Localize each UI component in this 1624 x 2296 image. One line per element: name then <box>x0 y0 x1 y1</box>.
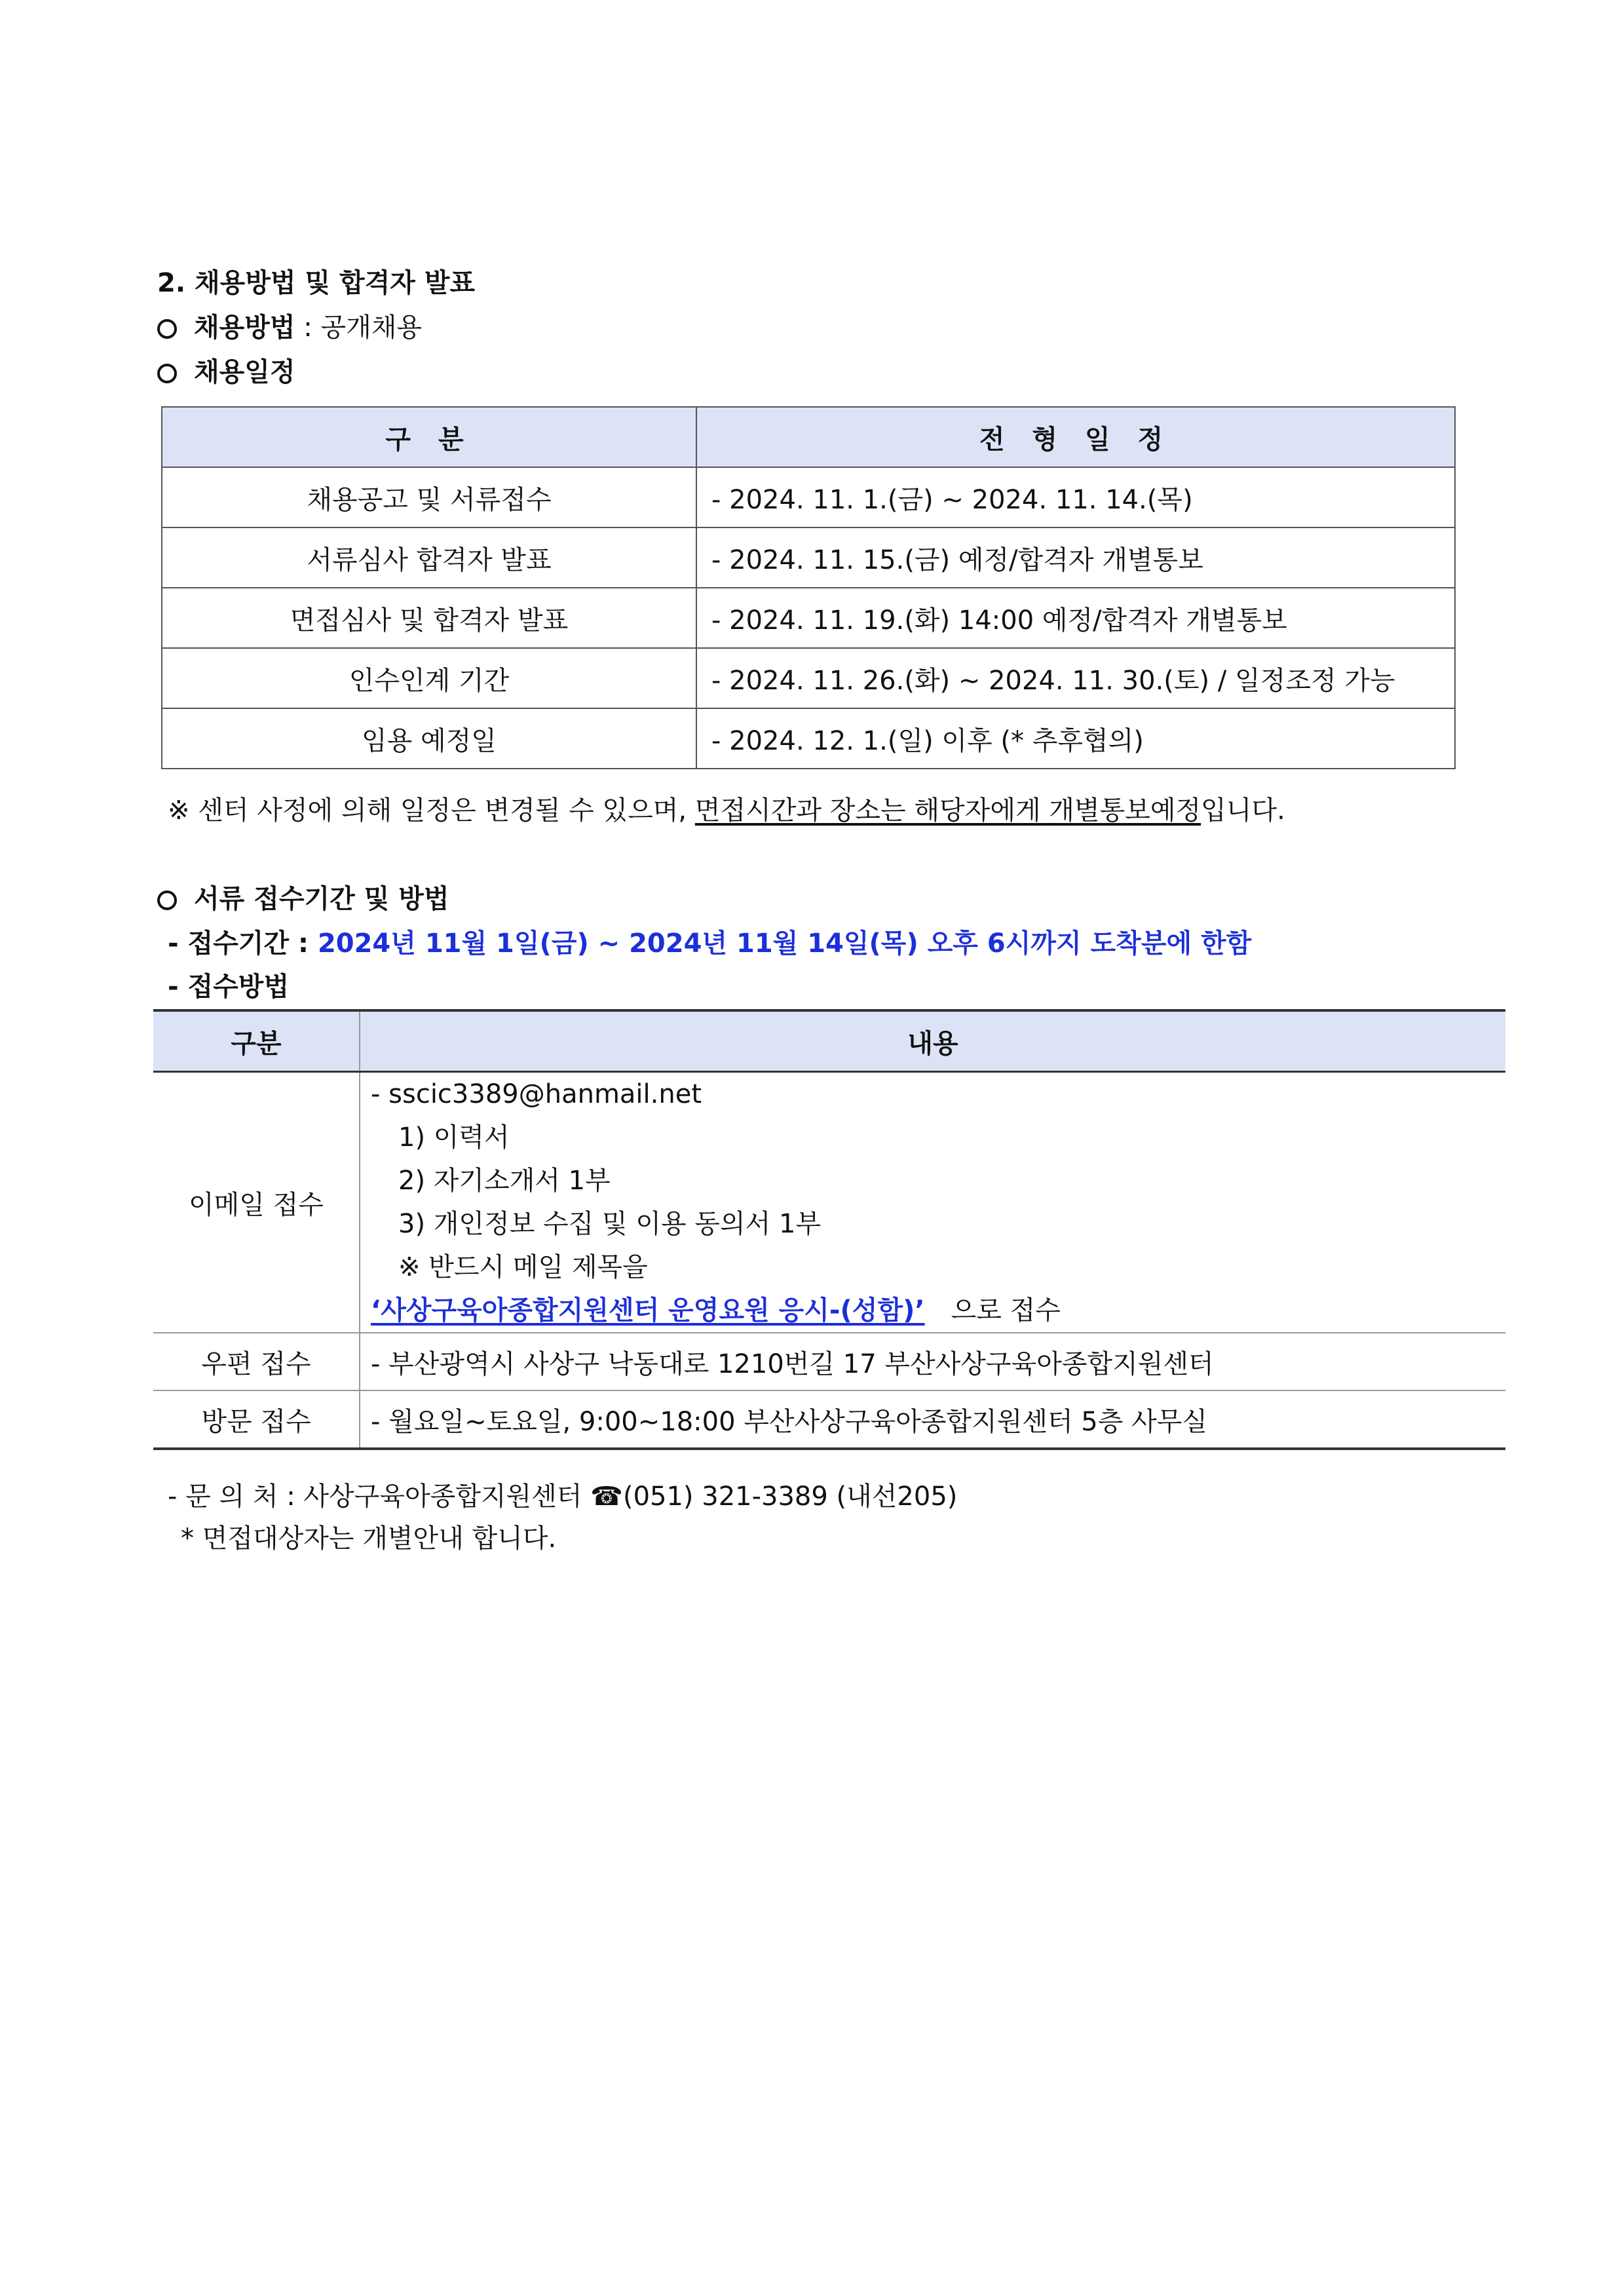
method2-label: - 접수방법 <box>168 972 290 1002</box>
list-item: ※ 반드시 메일 제목을 <box>398 1252 648 1282</box>
doc-section-heading <box>157 878 449 915</box>
schedule-table <box>161 406 1456 769</box>
schedule-note <box>168 790 1285 827</box>
table-cell: - 2024. 12. 1.(일) 이후 (* 추후협의) <box>696 708 1455 769</box>
schedule-label: 채용일정 <box>194 357 295 387</box>
visit-label: 방문 접수 <box>153 1390 360 1449</box>
table-header-schedule: 전 형 일 정 <box>696 407 1455 467</box>
contact-line: - 문 의 처 : 사상구육아종합지원센터 ☎(051) 321-3389 (내선205) <box>168 1482 958 1512</box>
table-header-category: 구 분 <box>162 407 696 467</box>
list-item: 1) 이력서 <box>398 1122 510 1153</box>
table-cell: 인수인계 기간 <box>162 648 696 708</box>
circle-bullet-icon <box>157 890 177 910</box>
method-value: : 공개채용 <box>295 313 423 343</box>
schedule-heading <box>157 351 295 389</box>
method-label: 채용방법 <box>194 313 295 343</box>
table-row <box>162 588 1455 648</box>
section-title: 2. 채용방법 및 합격자 발표 <box>157 268 476 298</box>
table-cell: 면접심사 및 합격자 발표 <box>162 588 696 648</box>
table-cell: - 2024. 11. 26.(화) ~ 2024. 11. 30.(토) / 일정조정 가능 <box>696 648 1455 708</box>
table-row <box>153 1072 1505 1333</box>
table-cell: 임용 예정일 <box>162 708 696 769</box>
table-row <box>162 648 1455 708</box>
email-subject-suffix: 으로 접수 <box>951 1295 1061 1326</box>
period-line <box>168 923 1251 960</box>
table-header-row <box>153 1010 1505 1072</box>
email-content <box>360 1072 1505 1333</box>
table-header-content: 내용 <box>360 1010 1505 1072</box>
table-cell: 채용공고 및 서류접수 <box>162 467 696 527</box>
table-row <box>153 1390 1505 1449</box>
table-header-row <box>162 407 1455 467</box>
email-subject: ‘사상구육아종합지원센터 운영요원 응시-(성함)’ <box>371 1295 925 1326</box>
table-row <box>162 467 1455 527</box>
table-row <box>153 1333 1505 1390</box>
period-value: 2024년 11월 1일(금) ~ 2024년 11월 14일(목) 오후 6시까지 도착분에 한함 <box>317 928 1252 959</box>
post-value: - 부산광역시 사상구 낙동대로 1210번길 17 부산사상구육아종합지원센터 <box>360 1333 1505 1390</box>
interview-note: * 면접대상자는 개별안내 합니다. <box>181 1523 557 1554</box>
method-line <box>157 307 422 344</box>
list-item: 3) 개인정보 수집 및 이용 동의서 1부 <box>398 1209 821 1239</box>
table-cell: 서류심사 합격자 발표 <box>162 527 696 588</box>
submit-table <box>153 1009 1505 1450</box>
table-cell: - 2024. 11. 19.(화) 14:00 예정/합격자 개별통보 <box>696 588 1455 648</box>
table-header-category: 구분 <box>153 1010 360 1072</box>
doc-section-title: 서류 접수기간 및 방법 <box>194 884 449 914</box>
post-label: 우편 접수 <box>153 1333 360 1390</box>
table-cell: - 2024. 11. 15.(금) 예정/합격자 개별통보 <box>696 527 1455 588</box>
note-prefix: ※ 센터 사정에 의해 일정은 변경될 수 있으며, <box>168 795 695 826</box>
email-address: - sscic3389@hanmail.net <box>371 1079 702 1109</box>
circle-bullet-icon <box>157 364 177 383</box>
note-suffix: 입니다. <box>1201 795 1285 826</box>
period-label: - 접수기간 : <box>168 928 318 959</box>
list-item: 2) 자기소개서 1부 <box>398 1166 611 1196</box>
circle-bullet-icon <box>157 319 177 339</box>
table-cell: - 2024. 11. 1.(금) ~ 2024. 11. 14.(목) <box>696 467 1455 527</box>
visit-value: - 월요일~토요일, 9:00~18:00 부산사상구육아종합지원센터 5층 사무실 <box>360 1390 1505 1449</box>
note-underlined: 면접시간과 장소는 해당자에게 개별통보예정 <box>694 795 1201 826</box>
table-row <box>162 708 1455 769</box>
email-label: 이메일 접수 <box>153 1072 360 1333</box>
table-row <box>162 527 1455 588</box>
email-subject-line <box>371 1289 1495 1332</box>
